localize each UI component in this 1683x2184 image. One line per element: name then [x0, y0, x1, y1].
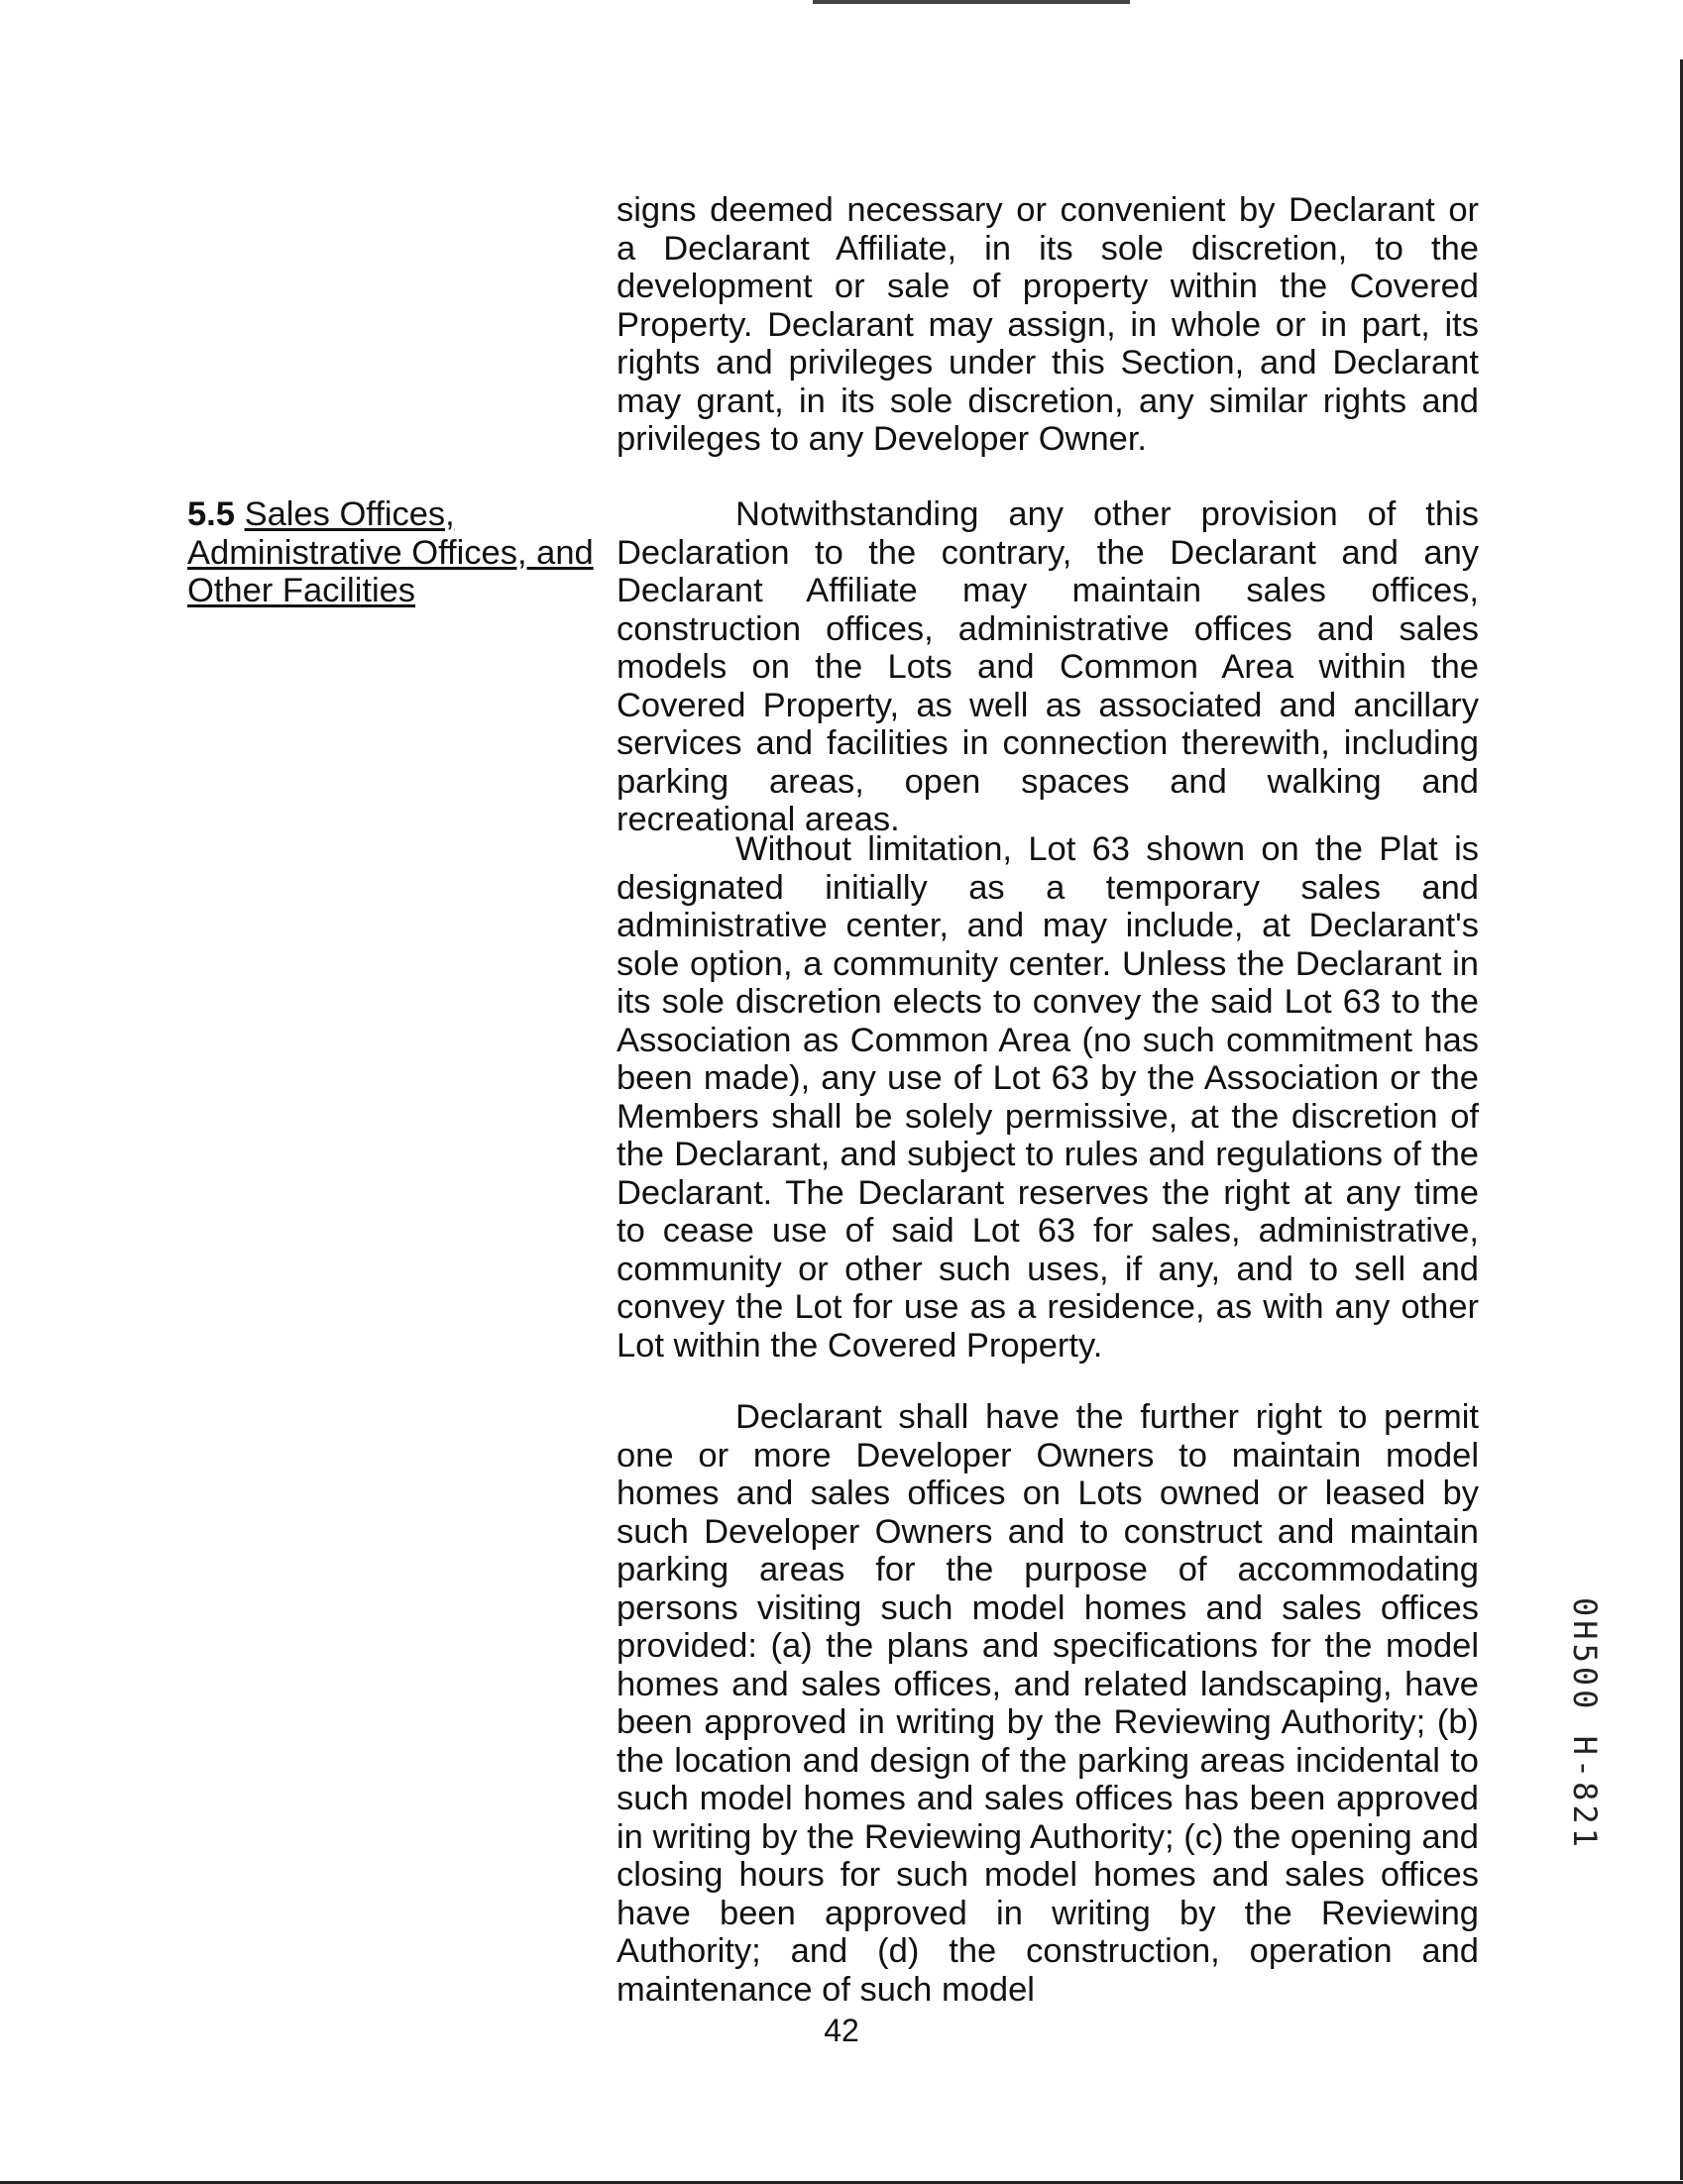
section-title: Sales Offices, Administrative Offices, and Other Facilities [187, 495, 594, 609]
paragraph-continued: signs deemed necessary or convenient by Declarant or a Declarant Affiliate, in its sole discretion, to the development or sale of property within the Covered Property. Declarant may assign, in whole or in part, its rights and privileges under this Section, and Declarant may grant, in its sole discretion, any similar rights and privileges to any Developer Owner. [617, 191, 1479, 458]
scan-top-mark [813, 0, 1130, 4]
section-heading [187, 495, 604, 610]
page-number: 42 [824, 2013, 859, 2048]
paragraph-notwithstanding: Notwithstanding any other provision of this Declaration to the contrary, the Declarant and any Declarant Affiliate may maintain sales offices, construction offices, administrative offices and sales models on the Lots and Common Area within the Covered Property, as well as associated and ancillary services and facilities in connection therewith, including parking areas, open spaces and walking and recreational areas. [617, 495, 1479, 838]
section-number: 5.5 [187, 495, 235, 533]
margin-stamp-text: 0H500 H-821 [1566, 1597, 1604, 1851]
paragraph-without-limitation: Without limitation, Lot 63 shown on the Plat is designated initially as a temporary sales and administrative center, and may include, at Declarant's sole option, a community center. Unless the Declarant in its sole discretion elects to convey the said Lot 63 to the Association as Common Area (no such commitment has been made), any use of Lot 63 by the Association or the Members shall be solely permissive, at the discretion of the Declarant, and subject to rules and regulations of the Declarant. The Declarant reserves the right at any time to cease use of said Lot 63 for sales, administrative, community or other such uses, if any, and to sell and convey the Lot for use as a residence, as with any other Lot within the Covered Property. [617, 830, 1479, 1365]
margin-stamp [1555, 1590, 1615, 1858]
paragraph-further-right: Declarant shall have the further right to permit one or more Developer Owners to maintain model homes and sales offices on Lots owned or leased by such Developer Owners and to construct and maintain parking areas for the purpose of accommodating persons visiting such model homes and sales offices provided: (a) the plans and specifications for the model homes and sales offices, and related landscaping, have been approved in writing by the Reviewing Authority; (b) the location and design of the parking areas incidental to such model homes and sales offices has been approved in writing by the Reviewing Authority; (c) the opening and closing hours for such model homes and sales offices have been approved in writing by the Reviewing Authority; and (d) the construction, operation and maintenance of such model [617, 1398, 1479, 2009]
